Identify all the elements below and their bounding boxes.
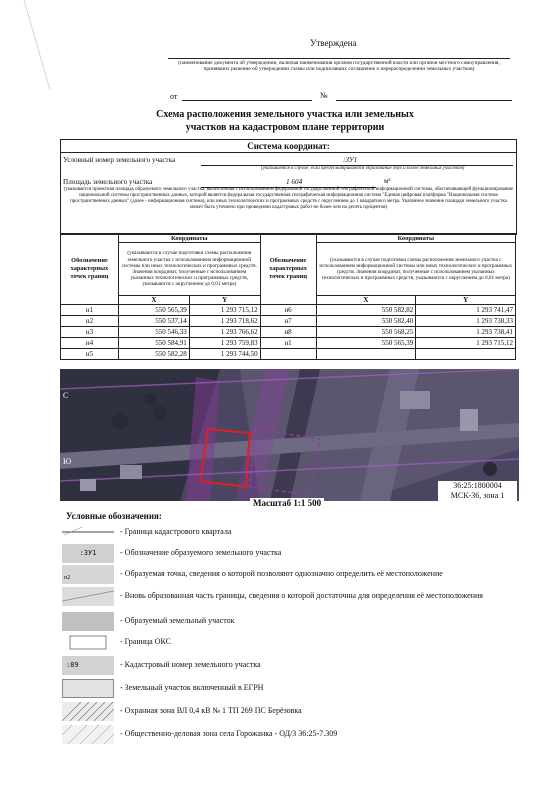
coord-y xyxy=(416,349,516,360)
cond-number-value: :ЗУ1 xyxy=(343,156,358,164)
coord-y: 1 293 738,33 xyxy=(416,316,516,327)
coord-x: 550 582,28 xyxy=(118,349,189,360)
page-title xyxy=(60,108,510,134)
cond-number-label: Условный номер земельного участка xyxy=(63,156,176,164)
coord-x: 550 537,14 xyxy=(118,316,189,327)
title-line-2: участков на кадастровом плане территории xyxy=(185,122,385,133)
coord-x: 550 584,91 xyxy=(118,338,189,349)
approved-label: Утверждена xyxy=(310,38,357,48)
south-label: Ю xyxy=(63,457,72,466)
legend-item xyxy=(62,725,522,744)
legend-item xyxy=(62,679,522,698)
cadastral-block-number: 36:25:1800004 xyxy=(453,481,502,490)
number-line xyxy=(336,100,512,101)
from-label: от xyxy=(170,92,178,101)
area-note: (указывается проектная площадь образуемого земельного участка, вычисленная с использованием федеральной государственной географической информационной системы, обеспечивающей функционирование национальной системы пространственных данных, которой является федеральная государственная географическая информационная система "Единая цифровая платформа "Национальная система пространственных данных" (далее - информационная система), или иных технологических и программных средств с округлением до 1 квадратного метра. Указанное значение площади земельного участка может быть уточнено при проведении кадастровых работ не более чем на десять процентов) xyxy=(63,187,514,210)
table-row xyxy=(61,349,516,360)
point-id: н8 xyxy=(260,327,316,338)
from-line xyxy=(182,100,312,101)
coords-header-left: Координаты xyxy=(118,234,260,243)
table-row xyxy=(61,327,516,338)
new-boundary-swatch xyxy=(62,587,114,606)
legend-text: - Общественно-деловая зона села Горожанка - ОД/3 36:25-7.309 xyxy=(120,729,338,738)
legend-text: - Вновь образованная часть границы, сведения о которой достаточны для определения её местоположения xyxy=(120,591,483,600)
coords-header-right: Координаты xyxy=(316,234,515,243)
point-id: н1 xyxy=(61,305,119,316)
cadastral-number-swatch: :89 xyxy=(62,656,114,675)
cadastral-boundary-swatch xyxy=(62,523,114,542)
coord-x: 550 582,40 xyxy=(316,316,416,327)
legend-item xyxy=(62,702,522,721)
coord-y: 1 293 738,41 xyxy=(416,327,516,338)
coord-y: 1 293 715,12 xyxy=(189,305,260,316)
egrn-parcel-swatch xyxy=(62,679,114,698)
area-label: Площадь земельного участка xyxy=(63,178,153,186)
point-label: н2 xyxy=(64,575,71,581)
legend-item xyxy=(62,633,522,652)
x-header-left: X xyxy=(118,296,189,305)
point-id: н7 xyxy=(260,316,316,327)
point-header-left: Обозначение характерных точек границ xyxy=(61,234,119,305)
number-label: № xyxy=(320,91,328,100)
y-header-left: Y xyxy=(189,296,260,305)
point-id: н3 xyxy=(61,327,119,338)
coord-x: 550 568,25 xyxy=(316,327,416,338)
doc-note: (наименование документа об утверждении, включая наименования органов государственной власти или органов местного самоуправления, принявших решение об утверждении схемы или подписавших соглашение о перераспределении земельных участков) xyxy=(178,60,500,73)
y-header-right: Y xyxy=(416,296,516,305)
cond-note: (указывается в случае, если предусматривается образование двух и более земельных участков) xyxy=(261,166,465,171)
coord-y: 1 293 744,50 xyxy=(189,349,260,360)
coord-x: 550 582,82 xyxy=(316,305,416,316)
legend-text: - Земельный участок включенный в ЕГРН xyxy=(120,683,264,692)
coord-system-box xyxy=(60,139,517,235)
point-id: н2 xyxy=(61,316,119,327)
protection-zone-swatch xyxy=(62,702,114,721)
coord-y: 1 293 715,12 xyxy=(416,338,516,349)
coord-system-label: Система координат: xyxy=(61,140,516,153)
north-label: С xyxy=(63,391,69,400)
point-swatch xyxy=(62,565,114,584)
legend-text: - Граница ОКС xyxy=(120,637,171,646)
parcel-label-swatch: :ЗУ1 xyxy=(62,544,114,563)
legend-item xyxy=(62,523,522,542)
legend-item xyxy=(62,587,522,613)
scan-fold-mark xyxy=(20,0,60,100)
cadastral-block-label xyxy=(438,481,517,501)
point-id: н1 xyxy=(260,338,316,349)
legend-title: Условные обозначения: xyxy=(66,511,162,521)
legend-text: - Граница кадастрового квартала xyxy=(120,527,232,536)
point-id: н6 xyxy=(260,305,316,316)
legend-text: - Обозначение образуемого земельного участка xyxy=(120,548,282,557)
area-unit: м² xyxy=(384,177,391,185)
map-scale: Масштаб 1:1 500 xyxy=(250,498,324,508)
title-line-1: Схема расположения земельного участка или земельных xyxy=(156,109,414,120)
legend-text: - Охранная зона ВЛ 0,4 кВ № 1 ТП 269 ПС Берёзовка xyxy=(120,706,302,715)
legend-item xyxy=(62,656,522,675)
area-value: 1 604 xyxy=(286,178,303,186)
coord-x: 550 565,39 xyxy=(118,305,189,316)
coord-y: 1 293 759,83 xyxy=(189,338,260,349)
coords-table xyxy=(60,233,516,360)
point-id xyxy=(260,349,316,360)
point-header-right: Обозначение характерных точек границ xyxy=(260,234,316,305)
x-header-right: X xyxy=(316,296,416,305)
oks-boundary-swatch xyxy=(62,633,114,652)
coords-note-right: (указываются в случае подготовки схемы расположения земельного участка с использованием информационной системы или иных технологических и программных средств. Значения координат, полученные с использованием указанных технологических и программных средств, указываются с округлением до 0,01 метра) xyxy=(316,243,515,296)
legend-text: - Образуемый земельный участок xyxy=(120,616,235,625)
coord-x xyxy=(316,349,416,360)
table-row xyxy=(61,316,516,327)
point-id: н4 xyxy=(61,338,119,349)
table-row xyxy=(61,305,516,316)
coords-note-left: (указываются в случае подготовки схемы расположения земельного участка с использованием информационной системы или иных технологических и программных средств. Значения координат, полученные с использованием указанных технологических и программных средств, указываются с округлением до 0,01 метра) xyxy=(118,243,260,296)
coord-x: 550 546,33 xyxy=(118,327,189,338)
legend-text: - Кадастровый номер земельного участка xyxy=(120,660,261,669)
coord-y: 1 293 718,62 xyxy=(189,316,260,327)
public-zone-swatch xyxy=(62,725,114,744)
legend-item xyxy=(62,544,522,563)
point-id: н5 xyxy=(61,349,119,360)
parcel-swatch xyxy=(62,612,114,631)
coord-y: 1 293 741,47 xyxy=(416,305,516,316)
doc-name-line xyxy=(168,58,510,59)
coord-y: 1 293 766,62 xyxy=(189,327,260,338)
legend-text: - Образуемая точка, сведения о которой позволяют однозначно определить её местоположение xyxy=(120,569,443,578)
table-row xyxy=(61,338,516,349)
map-panel xyxy=(60,369,519,501)
msk-zone-label: МСК-36, зона 1 xyxy=(450,491,505,500)
coord-x: 550 565,39 xyxy=(316,338,416,349)
legend-item xyxy=(62,612,522,631)
